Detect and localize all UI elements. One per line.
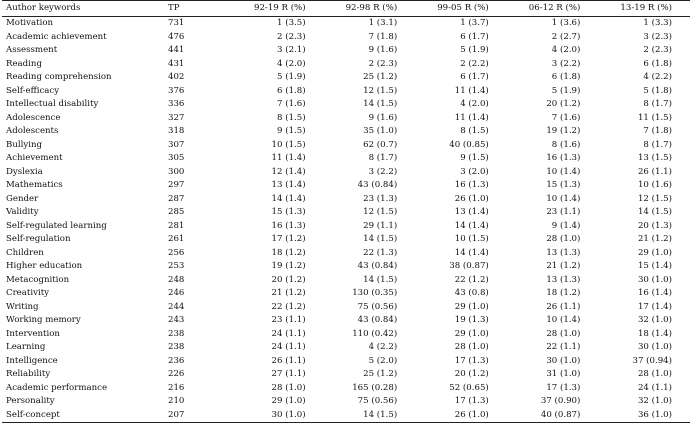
rank-92-19-cell: 21 (1.2) [271, 288, 306, 298]
rank-92-19-cell: 3 (2.1) [277, 45, 306, 55]
table-row [2, 368, 690, 382]
table-row [2, 409, 690, 423]
tp-cell: 238 [168, 342, 185, 352]
rank-13-19-cell: 18 (1.4) [637, 328, 672, 339]
rank-92-98-cell: 43 (0.84) [357, 315, 398, 325]
rank-99-05-cell: 17 (1.3) [454, 355, 489, 366]
keyword-cell: Mathematics [6, 180, 63, 190]
rank-13-19-cell: 29 (1.0) [637, 247, 672, 258]
rank-99-05-cell: 26 (1.0) [454, 409, 489, 420]
rank-99-05-cell: 52 (0.65) [449, 382, 489, 393]
rank-92-19-cell: 8 (1.5) [277, 112, 306, 123]
table-row [2, 314, 690, 328]
tp-cell: 281 [168, 220, 185, 231]
header-99-05: 99-05 R (%) [437, 2, 489, 13]
rank-13-19-cell: 11 (1.5) [637, 112, 672, 123]
rank-92-19-cell: 7 (1.6) [277, 99, 306, 109]
rank-92-98-cell: 62 (0.7) [363, 139, 398, 150]
rank-92-98-cell: 9 (1.6) [368, 45, 398, 55]
rank-06-12-cell: 21 (1.2) [546, 261, 581, 271]
rank-92-19-cell: 6 (1.8) [277, 85, 306, 96]
rank-06-12-cell: 20 (1.2) [546, 99, 581, 109]
rank-06-12-cell: 15 (1.3) [546, 180, 581, 190]
rank-92-19-cell: 24 (1.1) [271, 328, 306, 339]
rank-99-05-cell: 3 (2.0) [460, 166, 489, 177]
rank-06-12-cell: 10 (1.4) [546, 315, 581, 325]
rank-99-05-cell: 19 (1.3) [454, 315, 489, 325]
header-13-19: 13-19 R (%) [620, 2, 672, 13]
rank-13-19-cell: 8 (1.7) [643, 139, 672, 150]
rank-06-12-cell: 2 (2.7) [551, 31, 581, 42]
tp-cell: 236 [168, 355, 185, 366]
keyword-cell: Metacognition [6, 274, 70, 285]
rank-92-19-cell: 30 (1.0) [271, 409, 306, 420]
rank-06-12-cell: 18 (1.2) [546, 288, 581, 298]
rank-92-19-cell: 29 (1.0) [271, 396, 306, 406]
rank-92-19-cell: 9 (1.5) [277, 126, 306, 136]
table-row [2, 31, 690, 45]
rank-13-19-cell: 21 (1.2) [637, 234, 672, 244]
rank-92-98-cell: 165 (0.28) [352, 382, 398, 393]
rank-92-19-cell: 2 (2.3) [277, 31, 306, 42]
tp-cell: 731 [168, 18, 185, 28]
table-row [2, 382, 690, 396]
keyword-cell: Reliability [6, 369, 51, 379]
tp-cell: 248 [168, 274, 185, 285]
table-header-row [2, 1, 690, 17]
table-row [2, 287, 690, 301]
tp-cell: 246 [168, 288, 185, 298]
rank-06-12-cell: 28 (1.0) [546, 328, 581, 339]
rank-92-19-cell: 11 (1.4) [271, 153, 306, 163]
tp-cell: 305 [168, 153, 185, 163]
rank-06-12-cell: 4 (2.0) [551, 45, 581, 55]
tp-cell: 376 [168, 85, 185, 96]
rank-99-05-cell: 6 (1.7) [460, 72, 489, 82]
rank-99-05-cell: 40 (0.85) [449, 139, 489, 150]
tp-cell: 402 [168, 72, 185, 82]
rank-92-19-cell: 23 (1.1) [271, 315, 306, 325]
rank-13-19-cell: 8 (1.7) [643, 99, 672, 109]
rank-92-19-cell: 1 (3.5) [277, 18, 306, 28]
rank-06-12-cell: 23 (1.1) [546, 207, 581, 217]
rank-99-05-cell: 17 (1.3) [454, 396, 489, 406]
header-06-12: 06-12 R (%) [528, 2, 581, 13]
table-row [2, 71, 690, 85]
table-row [2, 274, 690, 288]
rank-99-05-cell: 28 (1.0) [454, 342, 489, 352]
table-body [2, 17, 690, 423]
rank-06-12-cell: 13 (1.3) [546, 247, 581, 258]
rank-06-12-cell: 9 (1.4) [551, 220, 581, 231]
keyword-cell: Validity [6, 207, 39, 217]
rank-06-12-cell: 1 (3.6) [551, 18, 581, 28]
keyword-cell: Assessment [6, 45, 58, 55]
table-row [2, 58, 690, 72]
table-row [2, 247, 690, 261]
rank-13-19-cell: 10 (1.6) [637, 180, 672, 190]
table-row [2, 125, 690, 139]
tp-cell: 431 [168, 58, 185, 69]
tp-cell: 256 [168, 247, 185, 258]
rank-13-19-cell: 13 (1.5) [637, 153, 672, 163]
rank-06-12-cell: 40 (0.87) [540, 409, 581, 420]
rank-13-19-cell: 14 (1.5) [637, 207, 672, 217]
rank-92-19-cell: 5 (1.9) [277, 72, 306, 82]
rank-92-98-cell: 14 (1.5) [363, 409, 398, 420]
rank-06-12-cell: 22 (1.1) [546, 342, 581, 352]
rank-13-19-cell: 6 (1.8) [643, 58, 672, 69]
keyword-cell: Adolescence [6, 112, 61, 123]
keyword-cell: Intelligence [6, 355, 58, 366]
keyword-cell: Intellectual disability [6, 99, 99, 109]
rank-99-05-cell: 14 (1.4) [454, 220, 489, 231]
tp-cell: 261 [168, 234, 185, 244]
rank-92-98-cell: 3 (2.2) [368, 166, 398, 177]
rank-92-19-cell: 24 (1.1) [271, 342, 306, 352]
rank-99-05-cell: 6 (1.7) [460, 31, 489, 42]
rank-06-12-cell: 7 (1.6) [551, 112, 581, 123]
tp-cell: 318 [168, 126, 185, 136]
keyword-cell: Academic achievement [6, 31, 107, 42]
table-row [2, 233, 690, 247]
rank-92-98-cell: 1 (3.1) [368, 18, 398, 28]
rank-99-05-cell: 38 (0.87) [449, 261, 489, 271]
rank-99-05-cell: 43 (0.8) [454, 288, 489, 298]
keyword-cell: Bullying [6, 139, 42, 150]
rank-92-19-cell: 17 (1.2) [271, 234, 306, 244]
keyword-cell: Dyslexia [6, 166, 43, 177]
rank-92-98-cell: 22 (1.3) [363, 247, 398, 258]
tp-cell: 207 [168, 409, 185, 420]
rank-13-19-cell: 30 (1.0) [637, 342, 672, 352]
table-row [2, 44, 690, 58]
rank-99-05-cell: 4 (2.0) [460, 99, 489, 109]
rank-99-05-cell: 1 (3.7) [460, 18, 489, 28]
keyword-cell: Reading comprehension [6, 72, 112, 82]
rank-13-19-cell: 24 (1.1) [637, 382, 672, 393]
header-92-19: 92-19 R (%) [254, 2, 306, 13]
table-row [2, 152, 690, 166]
keyword-cell: Intervention [6, 328, 60, 339]
rank-13-19-cell: 1 (3.3) [643, 18, 672, 28]
keyword-cell: Writing [6, 301, 39, 312]
rank-13-19-cell: 28 (1.0) [637, 369, 672, 379]
rank-92-19-cell: 18 (1.2) [271, 247, 306, 258]
keyword-cell: Reading [6, 58, 42, 69]
rank-92-98-cell: 2 (2.3) [368, 58, 398, 69]
tp-cell: 300 [168, 166, 185, 177]
keyword-cell: Motivation [6, 18, 54, 28]
tp-cell: 243 [168, 315, 185, 325]
rank-99-05-cell: 11 (1.4) [454, 112, 489, 123]
rank-06-12-cell: 5 (1.9) [551, 85, 581, 96]
rank-92-98-cell: 75 (0.56) [357, 396, 398, 406]
rank-92-19-cell: 15 (1.3) [271, 207, 306, 217]
rank-13-19-cell: 15 (1.4) [637, 261, 672, 271]
rank-92-19-cell: 20 (1.2) [271, 274, 306, 285]
keyword-cell: Working memory [6, 315, 81, 325]
rank-06-12-cell: 19 (1.2) [546, 126, 581, 136]
keyword-cell: Self-concept [6, 409, 60, 420]
rank-92-98-cell: 29 (1.1) [363, 220, 398, 231]
rank-92-98-cell: 25 (1.2) [363, 72, 398, 82]
rank-06-12-cell: 31 (1.0) [546, 369, 581, 379]
rank-99-05-cell: 5 (1.9) [460, 45, 489, 55]
rank-92-19-cell: 19 (1.2) [271, 261, 306, 271]
table-row [2, 220, 690, 234]
rank-06-12-cell: 26 (1.1) [546, 301, 581, 312]
tp-cell: 307 [168, 139, 185, 150]
rank-13-19-cell: 3 (2.3) [643, 31, 672, 42]
keyword-cell: Gender [6, 193, 39, 204]
tp-cell: 210 [168, 396, 185, 406]
rank-13-19-cell: 26 (1.1) [637, 166, 672, 177]
rank-92-19-cell: 13 (1.4) [271, 180, 306, 190]
rank-13-19-cell: 16 (1.4) [637, 288, 672, 298]
keyword-cell: Academic performance [6, 382, 108, 393]
table-row [2, 341, 690, 355]
rank-92-98-cell: 5 (2.0) [368, 355, 398, 366]
rank-99-05-cell: 2 (2.2) [460, 58, 489, 69]
tp-cell: 441 [168, 45, 185, 55]
rank-92-98-cell: 35 (1.0) [363, 126, 398, 136]
tp-cell: 253 [168, 261, 185, 271]
rank-92-19-cell: 12 (1.4) [271, 166, 306, 177]
rank-06-12-cell: 37 (0.90) [540, 396, 581, 406]
rank-99-05-cell: 8 (1.5) [460, 126, 489, 136]
rank-06-12-cell: 10 (1.4) [546, 166, 581, 177]
table-row [2, 179, 690, 193]
header-tp: TP [168, 2, 180, 13]
rank-92-98-cell: 75 (0.56) [357, 301, 398, 312]
rank-13-19-cell: 20 (1.3) [637, 220, 672, 231]
keyword-cell: Children [6, 247, 44, 258]
rank-13-19-cell: 32 (1.0) [637, 396, 672, 406]
table-row [2, 301, 690, 315]
tp-cell: 285 [168, 207, 185, 217]
header-92-98: 92-98 R (%) [345, 2, 398, 13]
rank-92-98-cell: 9 (1.6) [368, 112, 398, 123]
rank-13-19-cell: 32 (1.0) [637, 315, 672, 325]
keyword-cell: Adolescents [6, 126, 59, 136]
rank-92-98-cell: 8 (1.7) [368, 153, 398, 163]
keyword-cell: Personality [6, 396, 55, 406]
rank-92-98-cell: 23 (1.3) [363, 193, 398, 204]
header-author-keywords: Author keywords [6, 2, 81, 13]
rank-06-12-cell: 6 (1.8) [551, 72, 581, 82]
rank-99-05-cell: 11 (1.4) [454, 85, 489, 96]
rank-06-12-cell: 28 (1.0) [546, 234, 581, 244]
table-row [2, 17, 690, 31]
rank-92-98-cell: 130 (0.35) [352, 288, 398, 298]
rank-99-05-cell: 13 (1.4) [454, 207, 489, 217]
rank-99-05-cell: 20 (1.2) [454, 369, 489, 379]
rank-99-05-cell: 29 (1.0) [454, 301, 489, 312]
rank-13-19-cell: 17 (1.4) [637, 301, 672, 312]
table-row [2, 98, 690, 112]
rank-13-19-cell: 5 (1.8) [643, 85, 672, 96]
rank-06-12-cell: 10 (1.4) [546, 193, 581, 204]
rank-13-19-cell: 2 (2.3) [643, 45, 672, 55]
tp-cell: 216 [168, 382, 185, 393]
tp-cell: 287 [168, 193, 185, 204]
rank-06-12-cell: 17 (1.3) [546, 382, 581, 393]
rank-13-19-cell: 4 (2.2) [643, 72, 672, 82]
rank-92-19-cell: 4 (2.0) [277, 58, 306, 69]
tp-cell: 226 [168, 369, 185, 379]
rank-99-05-cell: 26 (1.0) [454, 193, 489, 204]
rank-99-05-cell: 10 (1.5) [454, 234, 489, 244]
tp-cell: 336 [168, 99, 185, 109]
rank-92-19-cell: 28 (1.0) [271, 382, 306, 393]
tp-cell: 327 [168, 112, 185, 123]
rank-92-98-cell: 14 (1.5) [363, 99, 398, 109]
tp-cell: 297 [168, 180, 185, 190]
rank-99-05-cell: 29 (1.0) [454, 328, 489, 339]
rank-99-05-cell: 14 (1.4) [454, 247, 489, 258]
rank-06-12-cell: 13 (1.3) [546, 274, 581, 285]
rank-06-12-cell: 30 (1.0) [546, 355, 581, 366]
rank-13-19-cell: 30 (1.0) [637, 274, 672, 285]
table-row [2, 166, 690, 180]
keyword-cell: Self-regulated learning [6, 220, 107, 231]
rank-92-98-cell: 43 (0.84) [357, 261, 398, 271]
table-row [2, 395, 690, 409]
rank-13-19-cell: 12 (1.5) [637, 193, 672, 204]
rank-92-98-cell: 12 (1.5) [363, 207, 398, 217]
rank-13-19-cell: 37 (0.94) [632, 355, 672, 366]
table-row [2, 260, 690, 274]
tp-cell: 476 [168, 31, 185, 42]
rank-13-19-cell: 36 (1.0) [637, 409, 672, 420]
keyword-cell: Self-efficacy [6, 85, 60, 96]
table-row [2, 112, 690, 126]
keyword-ranking-table [2, 0, 690, 423]
rank-06-12-cell: 3 (2.2) [551, 58, 581, 69]
rank-92-98-cell: 12 (1.5) [363, 85, 398, 96]
table-row [2, 328, 690, 342]
rank-92-19-cell: 26 (1.1) [271, 355, 306, 366]
rank-92-98-cell: 14 (1.5) [363, 274, 398, 285]
tp-cell: 244 [168, 301, 185, 312]
rank-92-98-cell: 7 (1.8) [368, 31, 398, 42]
rank-06-12-cell: 8 (1.6) [551, 139, 581, 150]
table-row [2, 355, 690, 369]
keyword-cell: Learning [6, 342, 46, 352]
rank-99-05-cell: 22 (1.2) [454, 274, 489, 285]
rank-92-19-cell: 14 (1.4) [271, 193, 306, 204]
rank-92-98-cell: 14 (1.5) [363, 234, 398, 244]
table-row [2, 85, 690, 99]
rank-92-98-cell: 43 (0.84) [357, 180, 398, 190]
rank-92-19-cell: 27 (1.1) [271, 369, 306, 379]
table-row [2, 139, 690, 153]
rank-99-05-cell: 16 (1.3) [454, 180, 489, 190]
rank-92-19-cell: 22 (1.2) [271, 301, 306, 312]
rank-92-19-cell: 10 (1.5) [271, 139, 306, 150]
rank-13-19-cell: 7 (1.8) [643, 126, 672, 136]
keyword-cell: Self-regulation [6, 234, 71, 244]
rank-92-98-cell: 110 (0.42) [352, 328, 398, 339]
tp-cell: 238 [168, 328, 185, 339]
table-row [2, 193, 690, 207]
table-row [2, 206, 690, 220]
rank-92-98-cell: 4 (2.2) [368, 342, 398, 352]
keyword-cell: Achievement [6, 153, 63, 163]
rank-92-98-cell: 25 (1.2) [363, 369, 398, 379]
rank-92-19-cell: 16 (1.3) [271, 220, 306, 231]
keyword-cell: Creativity [6, 288, 50, 298]
keyword-cell: Higher education [6, 261, 83, 271]
rank-99-05-cell: 9 (1.5) [460, 153, 489, 163]
rank-06-12-cell: 16 (1.3) [546, 153, 581, 163]
